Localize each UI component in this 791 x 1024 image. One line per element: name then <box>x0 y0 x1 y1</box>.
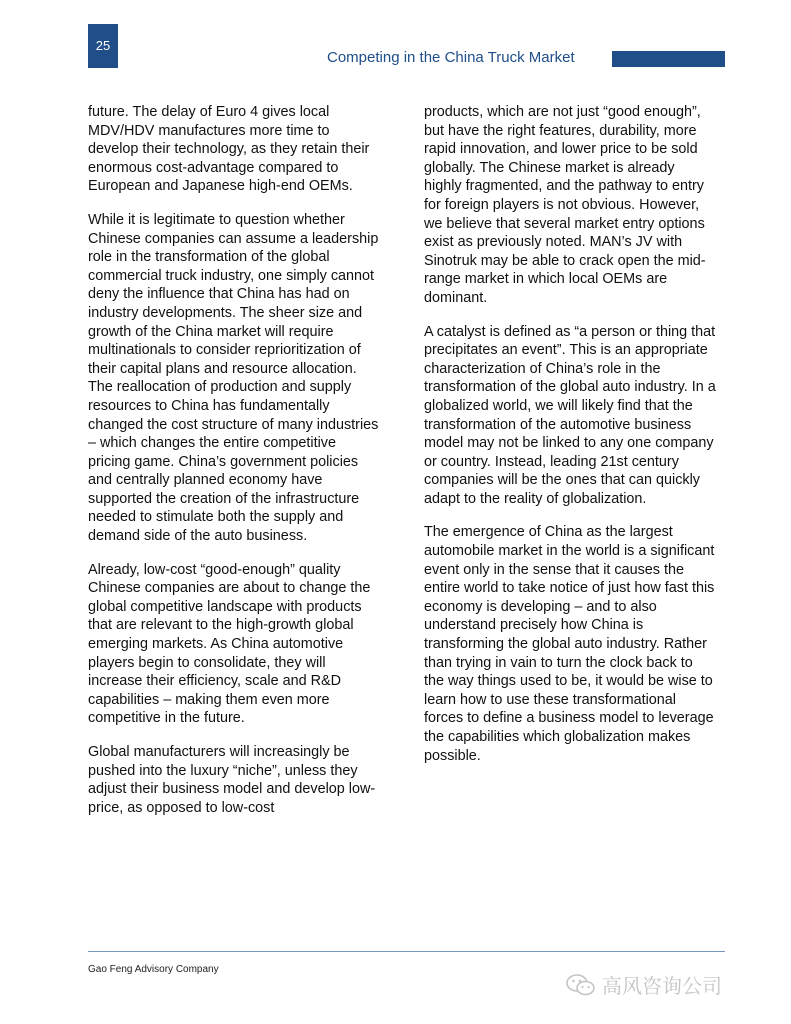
page-number: 25 <box>95 38 111 53</box>
paragraph: The emergence of China as the largest automobile market in the world is a significant event only in the sense that it causes the entire world to take notice of just how fast this economy is developing – and to also understand precisely how China is transforming the global auto industry. Rather than trying in vain to turn the clock back to the way things used to be, it would be wise to learn how to use these transformational forces to define a business model to leverage the capabilities which globalization makes possible. <box>424 524 715 764</box>
right-column <box>424 103 716 780</box>
watermark-text: 高风咨询公司 <box>602 976 722 998</box>
page-number-box <box>88 24 118 68</box>
header-accent-bar <box>612 51 725 67</box>
running-title: Competing in the China Truck Market <box>327 49 575 66</box>
watermark <box>566 970 722 999</box>
paragraph: Global manufacturers will increasingly be pushed into the luxury “niche”, unless they adjust their business model and develop low-price, as opposed to low-cost <box>88 744 376 816</box>
footer-company: Gao Feng Advisory Company <box>88 964 219 975</box>
paragraph: While it is legitimate to question whether Chinese companies can assume a leadership role in the transformation of the global commercial truck industry, one simply cannot deny the influence that China has had on industry developments. The sheer size and growth of the China market will require multinationals to consider reprioritization of their capital plans and resource allocation. The reallocation of production and supply resources to China has fundamentally changed the cost structure of many industries – which changes the entire competitive pricing game. China’s government policies and centrally planned economy have supported the creation of the infrastructure needed to stimulate both the supply and demand side of the auto business. <box>88 211 379 545</box>
left-column <box>88 103 380 832</box>
paragraph: Already, low-cost “good-enough” quality Chinese companies are about to change the global competitive landscape with products that are relevant to the high-growth global emerging markets. As China automotive players begin to consolidate, they will increase their efficiency, scale and R&D capabilities – making them even more competitive in the future. <box>88 561 371 727</box>
paragraph: A catalyst is defined as “a person or thing that precipitates an event”. This is an appropriate characterization of China’s role in the transformation of the global auto industry. In a globalized world, we will likely find that the transformation of the automotive business model may not be linked to any one company or country. Instead, leading 21st century companies will be the ones that can quickly adapt to the reality of globalization. <box>424 323 716 507</box>
wechat-icon <box>566 973 596 997</box>
paragraph: future. The delay of Euro 4 gives local MDV/HDV manufactures more time to develop their technology, as they retain their enormous cost-advantage compared to European and Japanese high-end OEMs. <box>88 104 370 195</box>
paragraph: products, which are not just “good enough”, but have the right features, durability, more rapid innovation, and lower price to be sold globally. The Chinese market is already highly fragmented, and the pathway to entry for foreign players is not obvious. However, we believe that several market entry options exist as previously noted. MAN’s JV with Sinotruk may be able to crack open the mid-range market in which local OEMs are dominant. <box>424 104 706 306</box>
footer-rule <box>88 951 725 952</box>
